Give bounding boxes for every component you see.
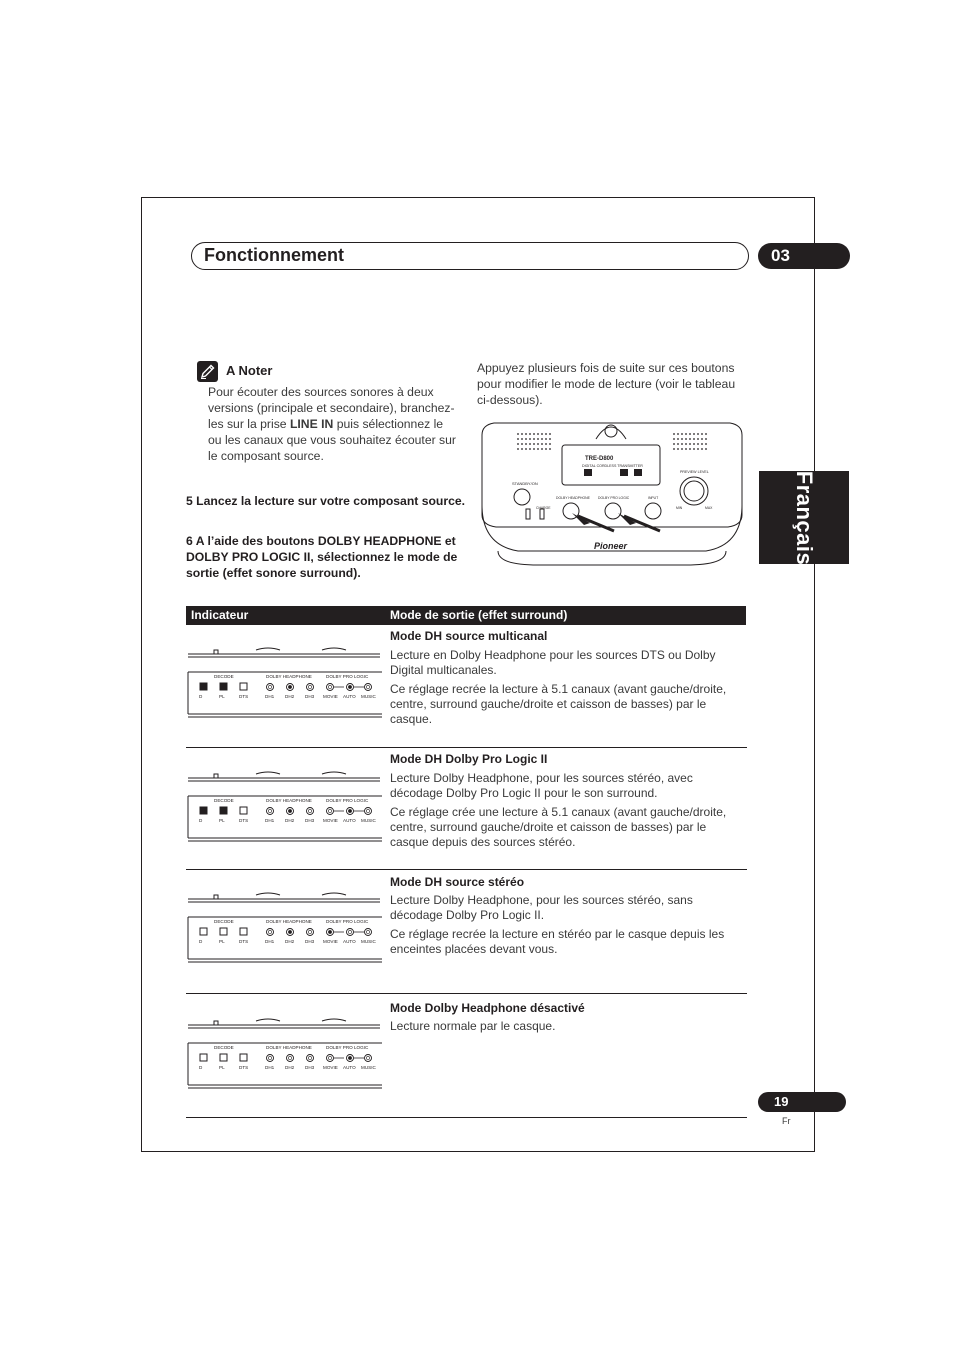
- dolby-headphone-group-label: DOLBY HEADPHONE: [266, 919, 312, 924]
- note-text: [208, 384, 458, 464]
- decode-indicator: [240, 807, 247, 814]
- decode-indicator-label: D: [199, 1065, 203, 1070]
- pl-indicator-label: AUTO: [343, 939, 356, 944]
- decode-indicator-label: PL: [219, 939, 225, 944]
- row-separator: [186, 993, 747, 994]
- decode-indicator: [220, 1054, 227, 1061]
- note-title: A Noter: [226, 363, 273, 378]
- note-text-part: Pour écouter des sources sonores à deux versions (principale et secondaire), branchez-les sur la prise: [208, 385, 455, 431]
- note-text-part: puis sélectionnez le ou les canaux que vous souhaitez écouter sur le composant source.: [208, 417, 456, 463]
- dolby-headphone-group-label: DOLBY HEADPHONE: [266, 798, 312, 803]
- pl-indicator: [366, 809, 369, 812]
- dh-indicator: [268, 1056, 271, 1059]
- panel-contour: [322, 893, 346, 895]
- indicator-panel: [186, 760, 382, 845]
- section-title: Fonctionnement: [204, 245, 344, 265]
- decode-group-label: DECODE: [214, 798, 234, 803]
- max-label: MAX: [705, 506, 713, 510]
- row-separator: [186, 747, 747, 748]
- pl-indicator: [348, 809, 351, 812]
- row-2-title: Mode DH Dolby Pro Logic II: [390, 752, 548, 766]
- pl-indicator-ring: [327, 808, 334, 815]
- input-label: INPUT: [648, 496, 659, 500]
- pl-indicator-ring: [365, 1055, 372, 1062]
- step-6: 6 A l’aide des boutons DOLBY HEADPHONE et DOLBY PRO LOGIC II, sélectionnez le mode de sortie (effet sonore surround).: [186, 534, 458, 580]
- row-1-text-2: Ce réglage recrée la lecture à 5.1 canaux (avant gauche/droite, centre, surround gauche/droite et caisson de basses) par le casque.: [390, 682, 727, 726]
- pl-indicator-label: MUSIC: [361, 818, 376, 823]
- language-tab-label: Français: [792, 470, 817, 566]
- decode-indicator: [200, 683, 207, 690]
- panel-led: [214, 1021, 218, 1025]
- pl-indicator-label: AUTO: [343, 818, 356, 823]
- pl-indicator: [348, 685, 351, 688]
- panel-contour: [256, 648, 280, 650]
- dh-indicator-ring: [307, 684, 314, 691]
- dolby-pro-logic-group-label: DOLBY PRO LOGIC: [326, 919, 369, 924]
- decode-indicator: [200, 1054, 207, 1061]
- decode-indicator-label: PL: [219, 694, 225, 699]
- row-1-text-1: Lecture en Dolby Headphone pour les sources DTS ou Dolby Digital multicanales.: [390, 648, 716, 677]
- row-3-text-2: Ce réglage recrée la lecture en stéréo par le casque depuis les enceintes placées devant vous.: [390, 927, 725, 956]
- dh-indicator-label: DH3: [305, 694, 315, 699]
- panel-contour: [322, 648, 346, 650]
- table-header: [186, 606, 746, 625]
- pl-indicator: [328, 685, 331, 688]
- dh-indicator: [308, 685, 311, 688]
- dolby-headphone-group-label: DOLBY HEADPHONE: [266, 1045, 312, 1050]
- dolby-headphone-group-label: DOLBY HEADPHONE: [266, 674, 312, 679]
- pl-indicator-ring: [327, 1055, 334, 1062]
- pl-indicator-label: MOVIE: [323, 694, 338, 699]
- speaker-grille-right: [673, 433, 707, 450]
- dh-indicator: [288, 809, 291, 812]
- panel-contour: [256, 772, 280, 774]
- decode-group-label: DECODE: [214, 674, 234, 679]
- device-subtitle: DIGITAL CORDLESS TRANSMITTER: [582, 464, 643, 468]
- dh-indicator-label: DH3: [305, 939, 315, 944]
- indicator-panel: [186, 881, 382, 966]
- decode-indicator: [220, 683, 227, 690]
- pl-indicator-ring: [365, 808, 372, 815]
- dh-indicator-label: DH1: [265, 1065, 275, 1070]
- panel-contour: [256, 893, 280, 895]
- decode-indicator-label: DTS: [239, 939, 249, 944]
- decode-indicator-label: D: [199, 818, 203, 823]
- dh-indicator-ring: [307, 929, 314, 936]
- decode-group-label: DECODE: [214, 919, 234, 924]
- note-text-bold: LINE IN: [289, 417, 334, 431]
- pl-indicator-label: MUSIC: [361, 694, 376, 699]
- transmitter-illustration: [478, 405, 746, 567]
- dh-indicator: [288, 930, 291, 933]
- charge-label: CHARGE: [536, 506, 551, 510]
- decode-indicator: [240, 928, 247, 935]
- dh-indicator-label: DH1: [265, 694, 275, 699]
- brand-logo: Pioneer: [594, 541, 628, 551]
- pl-indicator-label: MOVIE: [323, 939, 338, 944]
- panel-contour: [322, 772, 346, 774]
- dh-indicator-label: DH1: [265, 939, 275, 944]
- panel-contour: [256, 1019, 280, 1021]
- dh-indicator-ring: [267, 684, 274, 691]
- dh-indicator: [288, 685, 291, 688]
- dh-indicator-ring: [267, 1055, 274, 1062]
- dolby-pro-logic-label: DOLBY PRO LOGIC: [598, 496, 630, 500]
- col-indicator-header: Indicateur: [191, 608, 249, 622]
- dh-indicator-label: DH3: [305, 1065, 315, 1070]
- row-1-title: Mode DH source multicanal: [390, 629, 548, 643]
- indicator-panel: [186, 1007, 382, 1092]
- min-label: MIN: [676, 506, 683, 510]
- pl-indicator: [328, 809, 331, 812]
- panel-led: [214, 774, 218, 778]
- decode-indicator: [200, 928, 207, 935]
- dh-indicator: [288, 1056, 291, 1059]
- row-4-text-1: Lecture normale par le casque.: [390, 1019, 556, 1033]
- row-2-text-1: Lecture Dolby Headphone, pour les sources stéréo, avec décodage Dolby Pro Logic II pour le son surround.: [390, 771, 693, 800]
- pl-indicator-ring: [365, 929, 372, 936]
- panel-contour: [322, 1019, 346, 1021]
- dh-indicator-label: DH3: [305, 818, 315, 823]
- dolby-pro-logic-group-label: DOLBY PRO LOGIC: [326, 674, 369, 679]
- decode-indicator: [240, 683, 247, 690]
- pl-indicator-label: AUTO: [343, 1065, 356, 1070]
- row-3-title: Mode DH source stéréo: [390, 875, 525, 889]
- decode-indicator-label: DTS: [239, 818, 249, 823]
- dh-indicator-ring: [307, 808, 314, 815]
- decode-indicator: [240, 1054, 247, 1061]
- decode-indicator: [220, 928, 227, 935]
- panel-led: [214, 650, 218, 654]
- pl-indicator: [366, 930, 369, 933]
- pl-indicator: [348, 930, 351, 933]
- panel-led: [214, 895, 218, 899]
- page-language: Fr: [782, 1116, 791, 1126]
- step-5: 5 Lancez la lecture sur votre composant source.: [186, 494, 466, 508]
- pl-indicator-ring: [347, 929, 354, 936]
- dh-indicator: [308, 1056, 311, 1059]
- decode-indicator-label: DTS: [239, 1065, 249, 1070]
- dh-indicator-label: DH1: [265, 818, 275, 823]
- dh-indicator-label: DH2: [285, 694, 295, 699]
- decode-indicator-label: PL: [219, 1065, 225, 1070]
- pl-indicator: [366, 685, 369, 688]
- pl-indicator-label: MOVIE: [323, 818, 338, 823]
- dh-indicator: [268, 685, 271, 688]
- speaker-grille-left: [517, 433, 551, 450]
- dh-indicator: [308, 809, 311, 812]
- pl-indicator-label: AUTO: [343, 694, 356, 699]
- pl-indicator-ring: [327, 684, 334, 691]
- pencil-note-icon: [197, 361, 218, 382]
- decode-group-label: DECODE: [214, 1045, 234, 1050]
- decode-indicator-label: DTS: [239, 694, 249, 699]
- dh-indicator-ring: [287, 1055, 294, 1062]
- row-4-title: Mode Dolby Headphone désactivé: [390, 1001, 585, 1015]
- decode-indicator: [200, 807, 207, 814]
- dh-indicator-ring: [307, 1055, 314, 1062]
- pl-indicator-label: MUSIC: [361, 939, 376, 944]
- decode-indicator-label: D: [199, 694, 203, 699]
- pl-indicator-label: MOVIE: [323, 1065, 338, 1070]
- dolby-pro-logic-group-label: DOLBY PRO LOGIC: [326, 1045, 369, 1050]
- decode-indicator-label: PL: [219, 818, 225, 823]
- pl-indicator: [328, 930, 331, 933]
- dh-indicator-label: DH2: [285, 939, 295, 944]
- col-mode-header: Mode de sortie (effet surround): [390, 608, 568, 622]
- intro-text: Appuyez plusieurs fois de suite sur ces boutons pour modifier le mode de lecture (voir le tableau ci-dessous).: [477, 361, 736, 407]
- dh-indicator-label: DH2: [285, 1065, 295, 1070]
- dolby-headphone-label: DOLBY HEADPHONE: [556, 496, 590, 500]
- pl-indicator-label: MUSIC: [361, 1065, 376, 1070]
- dolby-pro-logic-group-label: DOLBY PRO LOGIC: [326, 798, 369, 803]
- preview-level-label: PREVIEW LEVEL: [680, 470, 709, 474]
- pl-indicator: [366, 1056, 369, 1059]
- chapter-number-badge: 03: [758, 243, 850, 269]
- row-2-text-2: Ce réglage crée une lecture à 5.1 canaux (avant gauche/droite, centre, surround gauche/droite et caisson de basses) par le casque depuis des sources stéréo.: [390, 805, 727, 849]
- dh-indicator-ring: [267, 929, 274, 936]
- language-tab: [759, 471, 849, 564]
- row-separator: [186, 869, 747, 870]
- decode-indicator-label: D: [199, 939, 203, 944]
- dh-indicator-ring: [267, 808, 274, 815]
- indicator-panel: [186, 636, 382, 721]
- dh-indicator-label: DH2: [285, 818, 295, 823]
- page-number: 19: [758, 1092, 846, 1112]
- row-separator: [186, 1117, 747, 1118]
- standby-label: STANDBY/ON: [512, 481, 538, 486]
- pl-indicator: [328, 1056, 331, 1059]
- device-model: TRE-D800: [585, 456, 614, 462]
- row-3-text-1: Lecture Dolby Headphone, pour les sources stéréo, sans décodage Dolby Pro Logic II.: [390, 893, 693, 922]
- dh-indicator: [268, 930, 271, 933]
- pl-indicator-ring: [365, 684, 372, 691]
- dh-indicator: [308, 930, 311, 933]
- decode-indicator: [220, 807, 227, 814]
- pl-indicator: [348, 1056, 351, 1059]
- dh-indicator: [268, 809, 271, 812]
